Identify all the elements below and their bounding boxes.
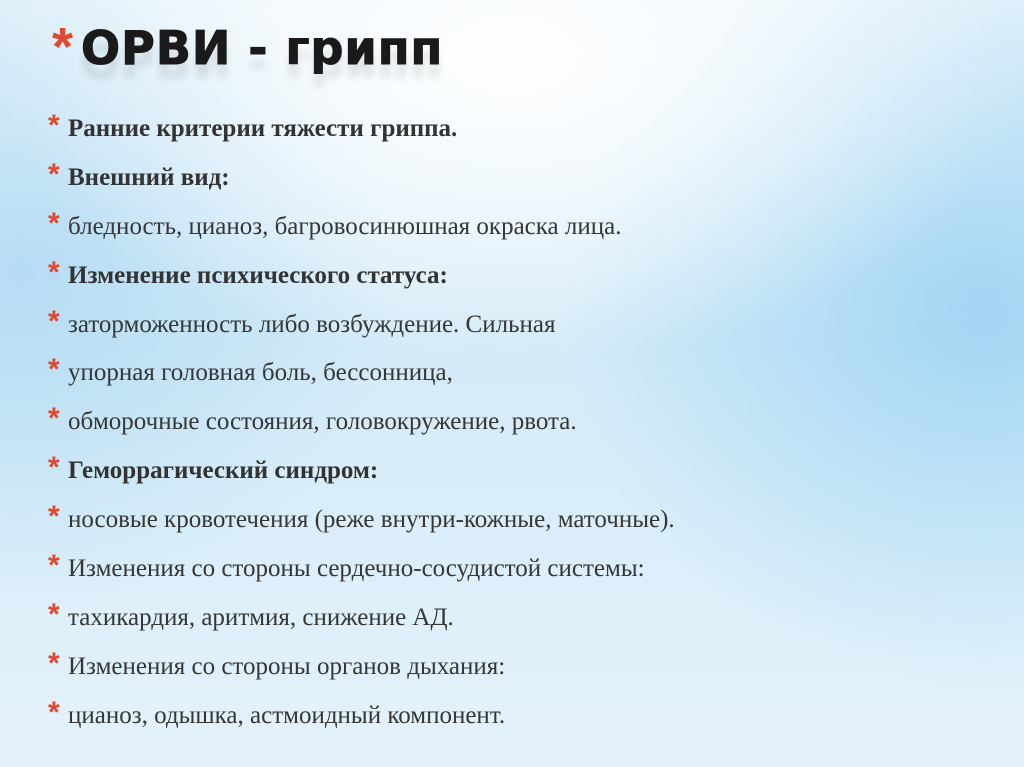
slide-title-row [52, 18, 443, 88]
asterisk-bullet-icon: * [48, 500, 60, 534]
list-item [48, 157, 988, 206]
list-item-text: носовые кровотечения (реже внутри-кожные, маточные). [68, 506, 675, 534]
list-item [48, 304, 988, 353]
list-item [48, 352, 988, 401]
list-item-text: Изменения со стороны органов дыхания: [68, 652, 506, 680]
bullet-list [48, 108, 988, 744]
asterisk-bullet-icon: * [48, 109, 60, 142]
list-item-text: заторможенность либо возбуждение. Сильная [68, 310, 556, 338]
list-item-text: Геморрагический синдром: [68, 457, 379, 485]
asterisk-bullet-icon: * [48, 206, 60, 240]
list-item-text: цианоз, одышка, астмоидный компонент. [68, 701, 506, 729]
list-item-text: Внешний вид: [68, 163, 230, 191]
list-item [48, 450, 988, 499]
asterisk-bullet-icon: * [48, 353, 60, 387]
asterisk-bullet-icon: * [48, 402, 60, 436]
list-item [48, 646, 988, 695]
list-item-text: бледность, цианоз, багровосинюшная окраска лица. [68, 212, 622, 240]
list-item-text: упорная головная боль, бессонница, [68, 359, 453, 387]
asterisk-bullet-icon: * [48, 646, 60, 680]
asterisk-bullet-icon: * [52, 17, 74, 77]
list-item-text: Ранние критерии тяжести гриппа. [68, 115, 458, 142]
list-item-text: Изменение психического статуса: [68, 261, 448, 289]
list-item [48, 206, 988, 255]
asterisk-bullet-icon: * [48, 695, 60, 729]
list-item [48, 597, 988, 646]
list-item [48, 255, 988, 304]
asterisk-bullet-icon: * [48, 304, 60, 338]
list-item [48, 695, 988, 744]
asterisk-bullet-icon: * [48, 451, 60, 485]
list-item [48, 548, 988, 597]
list-item [48, 108, 988, 157]
asterisk-bullet-icon: * [48, 597, 60, 631]
asterisk-bullet-icon: * [48, 255, 60, 289]
list-item-text: тахикардия, аритмия, снижение АД. [68, 603, 454, 631]
list-item-text: обморочные состояния, головокружение, рвота. [68, 408, 577, 436]
list-item-text: Изменения со стороны сердечно-сосудистой системы: [68, 555, 645, 583]
list-item [48, 499, 988, 548]
list-item [48, 401, 988, 450]
asterisk-bullet-icon: * [48, 549, 60, 583]
asterisk-bullet-icon: * [48, 157, 60, 191]
slide-title: ОРВИ - грипп [81, 21, 444, 75]
